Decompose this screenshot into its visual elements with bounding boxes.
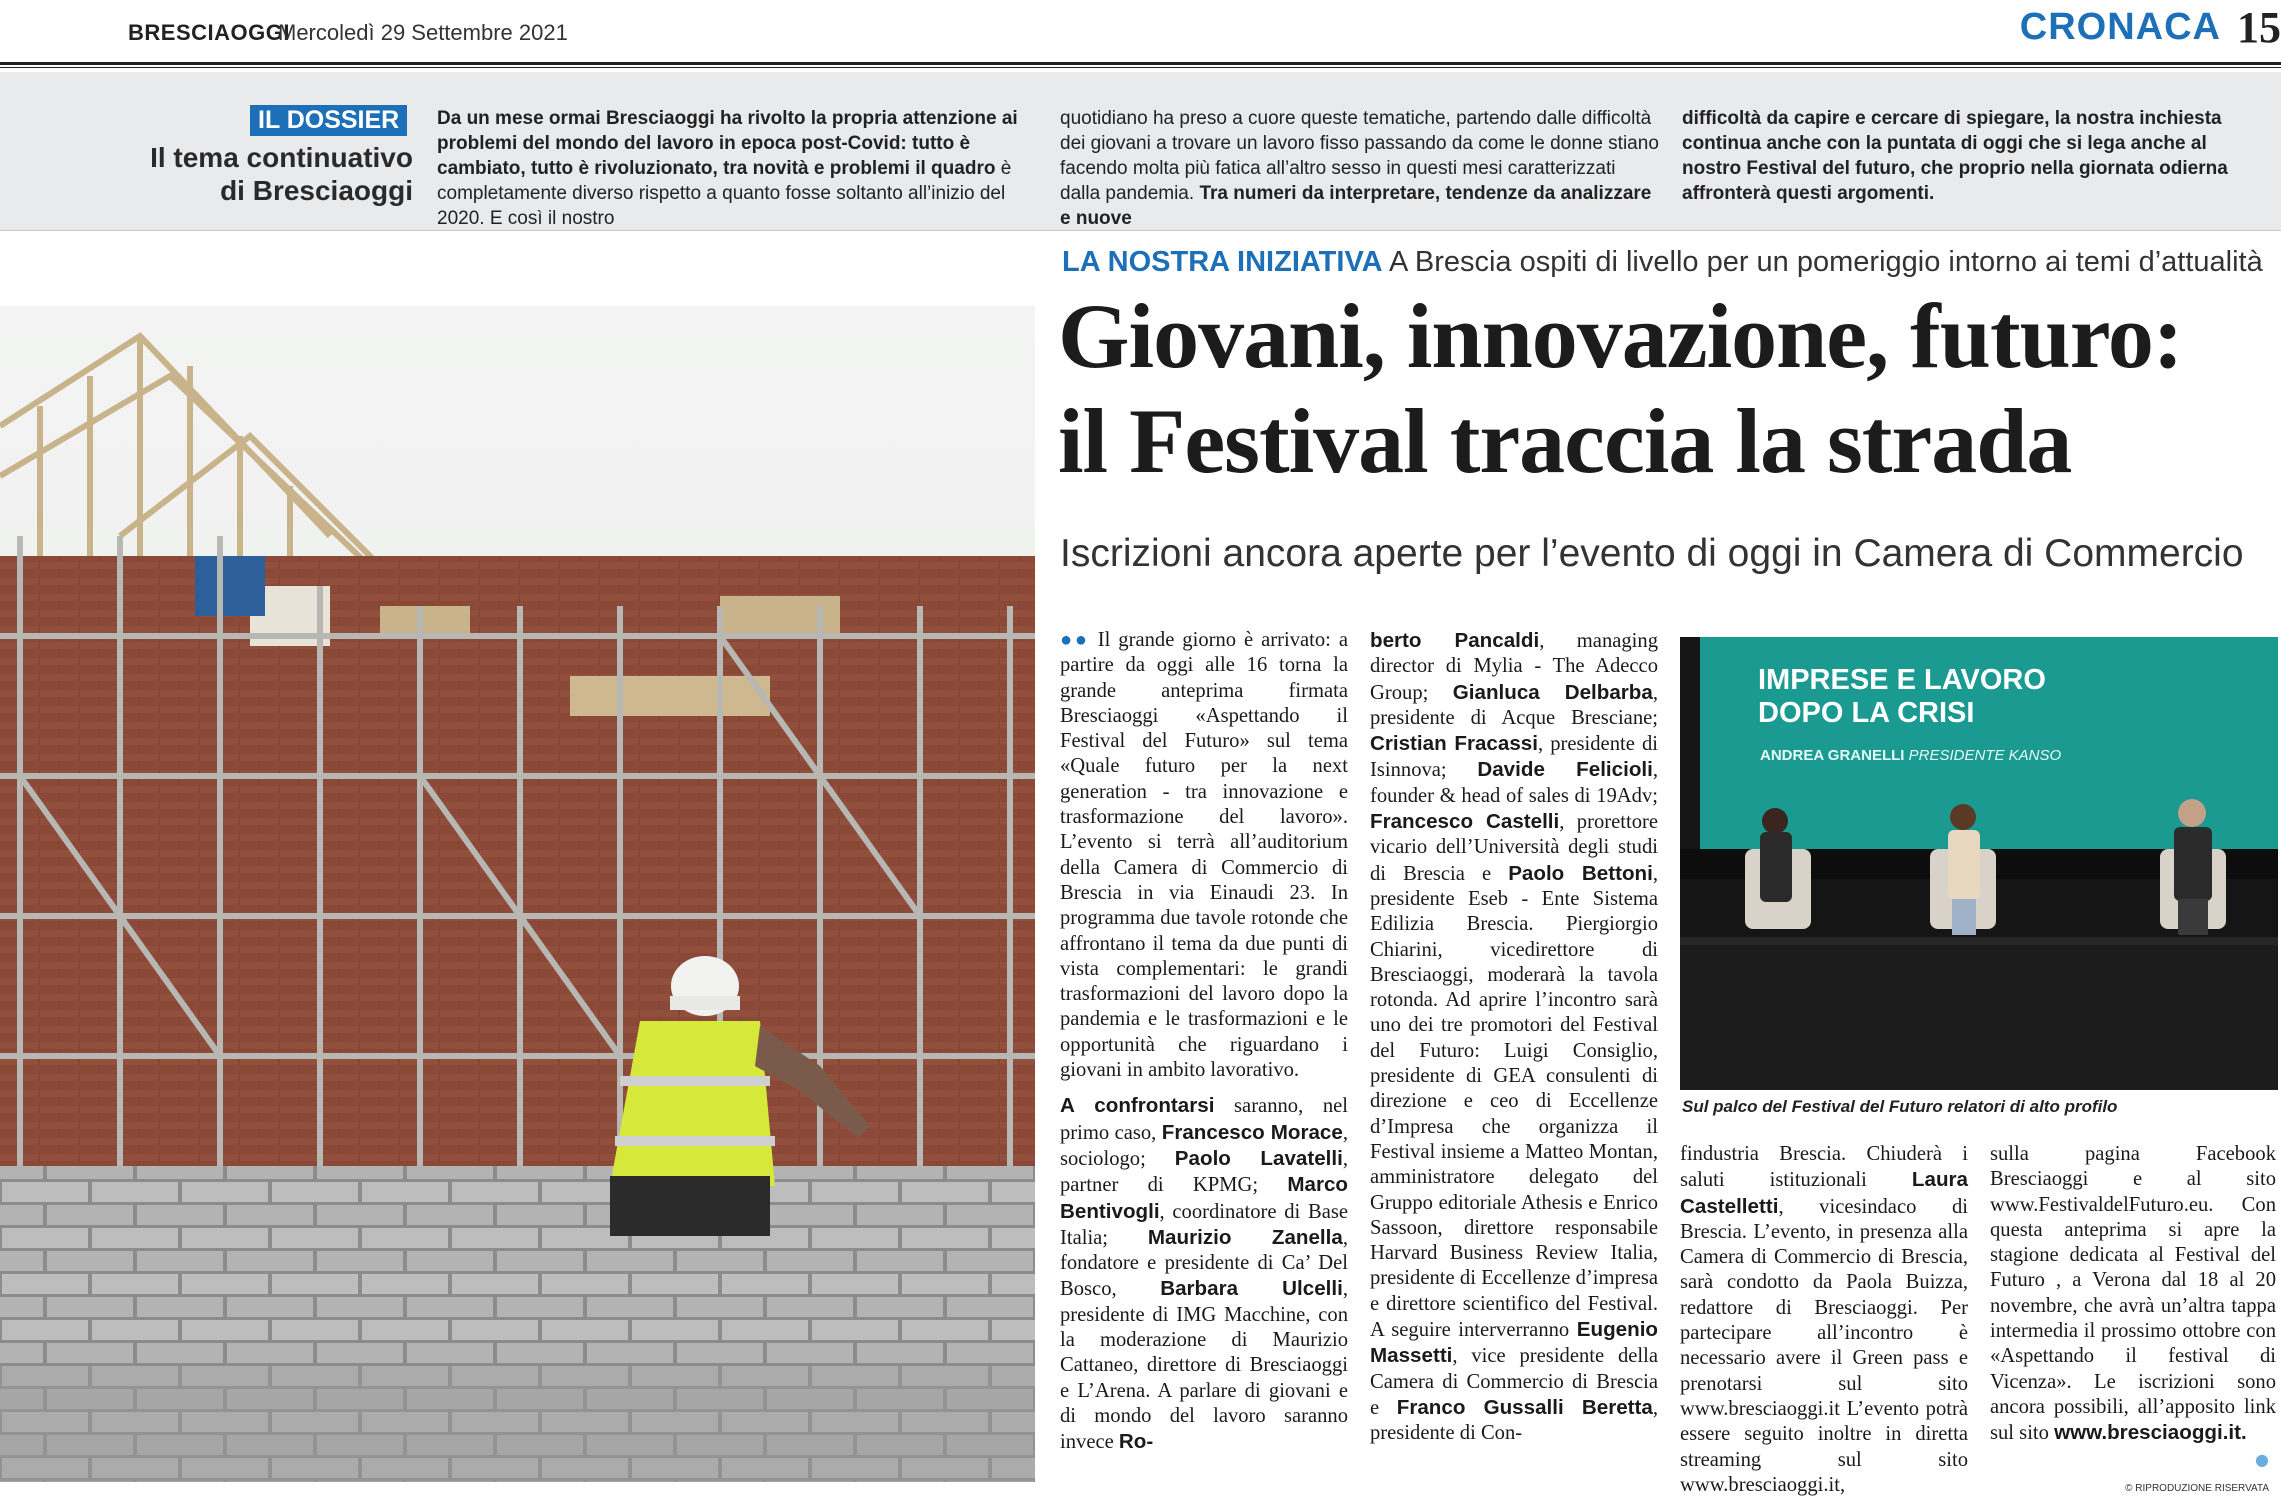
text-run: , presidente Eseb - Ente Sistema Edilizia Brescia. Piergiorgio Chiarini, vicedirettore di Bresciaoggi, moderarà la tavola rotonda. Ad aprire l’incontro sarà uno dei tre promotori del Festival del Futuro: Luigi Consiglio, presidente di GEA consulenti di direzione e ceo di Eccellenze d’Impresa che organizza il Festival insieme a Matteo Montan, amministratore delegato del Gruppo editoriale Athesis e Enrico Sassoon, direttore responsabile Harvard Business Review Italia, presidente di Eccellenze d’impresa e direttore scientifico del Festival. A seguire interverranno <box>1370 862 1658 1342</box>
text-run: , presidente di Acque Bresciane; <box>1370 681 1658 729</box>
section-title: CRONACA <box>2019 6 2221 48</box>
dossier-title-line2: di Bresciaoggi <box>220 175 413 206</box>
end-of-article-dot: ● <box>2255 1450 2269 1469</box>
text-run: , presidente di Con- <box>1370 1396 1658 1445</box>
lead-paragraph <box>1060 628 1348 1083</box>
speaker-name: Paolo Lavatelli <box>1174 1146 1343 1170</box>
speaker-name: Laura Castelletti <box>1680 1168 1968 1218</box>
text-run: , coordinatore di Base Italia; <box>1060 1200 1348 1249</box>
lead-paragraph-text: Il grande giorno è arrivato: a partire da oggi alle 16 torna la grande anteprima firmata Bresciaoggi «Aspettando il Festival del Futuro» sul tema «Quale futuro per la next generation - tra innovazione e trasformazione del lavoro». L’evento si terrà all’auditorium della Camera di Commercio di Brescia in via Einaudi 23. In programma due tavole rotonde che affrontano il tema da due punti di vista complementari: le grandi trasformazioni del lavoro dopo la pandemia e le trasformazioni e le opportunità che riguardano i giovani in ambito lavorativo. <box>1060 629 1348 1082</box>
festival-stage-photo <box>1680 637 2278 1090</box>
speaker-name: Gianluca Delbarba <box>1452 680 1653 704</box>
article-column-1 <box>1060 628 1348 1466</box>
closing-paragraph <box>1680 1142 1968 1498</box>
paragraph-lead: A confrontarsi <box>1060 1094 1215 1118</box>
speakers-paragraph-continued <box>1370 628 1658 1447</box>
article-column-3 <box>1680 1142 1968 1508</box>
page-number: 15 <box>2237 3 2281 52</box>
text-run: , partner di KPMG; <box>1060 1147 1348 1197</box>
article-column-4 <box>1990 1142 2276 1457</box>
dossier-col1-text: è completamente diverso rispetto a quanto fosse soltanto all’inizio del 2020. E così il nostro <box>437 158 1012 229</box>
dossier-column-2 <box>1060 106 1660 231</box>
screen-speaker <box>1760 747 2061 764</box>
text-run: , managing director di Mylia - The Adecco Group; <box>1370 630 1658 704</box>
text-run: , founder & head of sales di 19Adv; <box>1370 759 1658 807</box>
text-run: , presidente di Isinnova; <box>1370 733 1658 782</box>
speakers-paragraph <box>1060 1093 1348 1455</box>
dossier-col1-bold: Da un mese ormai Bresciaoggi ha rivolto la propria attenzione ai problemi del mondo del lavoro in epoca post-Covid: tutto è cambiato, tutto è rivoluzionato, tra novità e problemi il quadro <box>437 108 1018 179</box>
text-run: saranno, nel primo caso, <box>1060 1095 1348 1144</box>
kicker <box>1062 246 2263 279</box>
text-run: findustria Brescia. Chiuderà i saluti istituzionali <box>1680 1143 1968 1192</box>
dossier-col2-bold: Tra numeri da interpretare, tendenze da analizzare e nuove <box>1060 183 1652 229</box>
headline-line1: Giovani, innovazione, futuro: <box>1058 285 2183 387</box>
text-run: , prorettore vicario dell’Università degli studi di Brescia e <box>1370 811 1658 885</box>
speaker-name: Barbara Ulcelli <box>1160 1277 1343 1301</box>
stage-illustration <box>1680 637 2278 1090</box>
text-run: , vice presidente della Camera di Commercio di Brescia e <box>1370 1345 1658 1419</box>
website-link[interactable]: www.bresciaoggi.it. <box>2054 1421 2247 1445</box>
dossier-col2-text: quotidiano ha preso a cuore queste tematiche, partendo dalle difficoltà dei giovani a trovare un lavoro fisso passando da come le donne stiano facendo molta più fatica all’altro sesso in questi mesi caratterizzati dalla pandemia. <box>1060 108 1659 204</box>
speaker-name: Cristian Fracassi <box>1370 732 1538 756</box>
dossier-column-1 <box>437 106 1025 231</box>
speaker-name: Ro- <box>1118 1430 1154 1454</box>
photo-caption: Sul palco del Festival del Futuro relatori di alto profilo <box>1682 1097 2118 1116</box>
screen-title-line1: IMPRESE E LAVORO <box>1758 664 2046 696</box>
lead-dots: ●● <box>1060 629 1090 651</box>
speaker-name: berto Pancaldi <box>1370 629 1540 652</box>
screen-speaker-role: PRESIDENTE KANSO <box>1904 747 2062 764</box>
text-run: , fondatore e presidente di Ca’ Del Bosco, <box>1060 1226 1348 1301</box>
speaker-name: Marco Bentivogli <box>1060 1173 1348 1223</box>
header-rule <box>0 62 2281 65</box>
screen-title-line2: DOPO LA CRISI <box>1758 697 1975 729</box>
text-run: sulla pagina Facebook Bresciaoggi e al sito www.FestivaldelFuturo.eu. Con questa anteprima si apre la stagione dedicata al Festival del Futuro , a Verona dal 18 al 20 novembre, che avrà un’altra tappa intermedia il prossimo ottobre con «Aspettando il festival di Vicenza». Le iscrizioni sono ancora possibili, all’apposito link sul sito <box>1990 1143 2276 1445</box>
dossier-column-3: difficoltà da capire e cercare di spiegare, la nostra inchiesta continua anche con la puntata di oggi che si lega anche al nostro Festival del futuro, che proprio nella giornata odierna affronterà questi argomenti. <box>1682 108 2228 204</box>
dossier-title-line1: Il tema continuativo <box>150 142 413 173</box>
speaker-name: Maurizio Zanella <box>1147 1225 1343 1249</box>
speaker-name: Davide Felicioli <box>1477 758 1653 782</box>
closing-paragraph-continued <box>1990 1142 2276 1447</box>
construction-site-illustration <box>0 306 1035 1482</box>
dossier-tag: IL DOSSIER <box>250 105 407 136</box>
article-column-2 <box>1370 628 1658 1457</box>
newspaper-name: BRESCIAOGGI <box>128 20 290 45</box>
issue-date: Mercoledì 29 Settembre 2021 <box>278 20 568 45</box>
speaker-name: Franco Gussalli Beretta <box>1396 1395 1653 1419</box>
kicker-text: A Brescia ospiti di livello per un pomeriggio intorno ai temi d’attualità <box>1382 246 2263 278</box>
subheadline: Iscrizioni ancora aperte per l’evento di oggi in Camera di Commercio <box>1060 532 2244 575</box>
text-run: , presidente di IMG Macchine, con la moderazione di Maurizio Cattaneo, direttore di Bresciaoggi e L’Arena. A parlare di giovani e di mondo del lavoro saranno invece <box>1060 1278 1349 1454</box>
text-run: , vicesindaco di Brescia. L’evento, in presenza alla Camera di Commercio di Brescia, sarà condotto da Paola Buizza, redattore di Bresciaoggi. Per partecipare all’incontro è necessario avere il Green pass e prenotarsi sul sito www.bresciaoggi.it L’evento potrà essere seguito inoltre in diretta streaming sul sito www.bresciaoggi.it, <box>1680 1195 1968 1496</box>
speaker-name: Paolo Bettoni <box>1508 861 1653 885</box>
headline-line2: il Festival traccia la strada <box>1058 390 2072 492</box>
screen-speaker-name: ANDREA GRANELLI <box>1760 747 1905 764</box>
speaker-name: Francesco Morace <box>1161 1120 1343 1144</box>
construction-site-photo <box>0 306 1035 1482</box>
speaker-name: Eugenio Massetti <box>1370 1318 1658 1368</box>
kicker-label: LA NOSTRA INIZIATIVA <box>1062 246 1383 278</box>
copyright-notice: © RIPRODUZIONE RISERVATA <box>2125 1483 2269 1494</box>
header-rule-thin <box>0 67 2281 68</box>
text-run: , sociologo; <box>1060 1121 1348 1170</box>
speaker-name: Francesco Castelli <box>1370 810 1560 834</box>
